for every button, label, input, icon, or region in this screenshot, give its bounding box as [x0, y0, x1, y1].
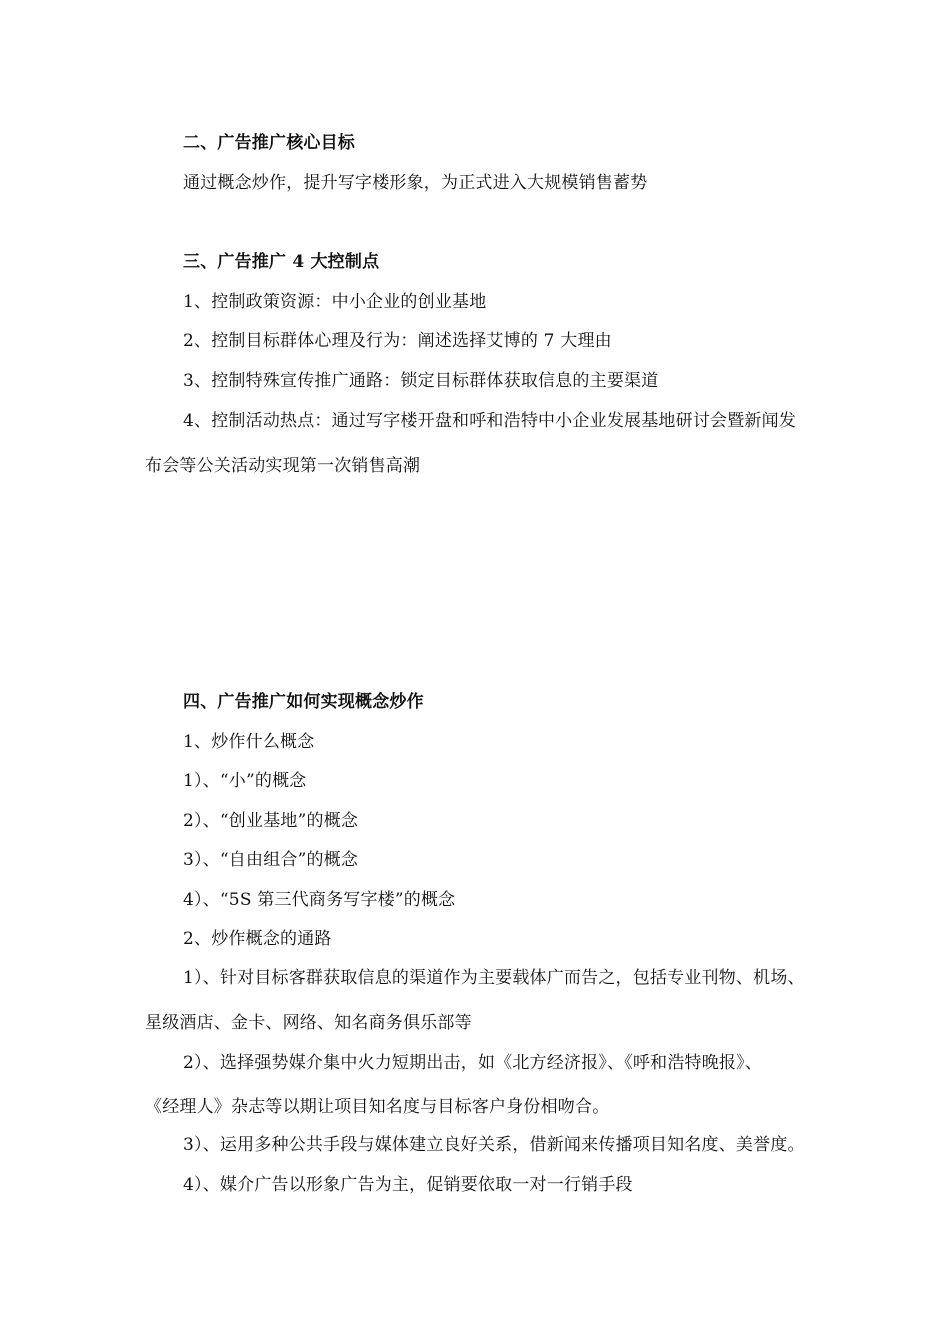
concept-item-3: 3）、“自由组合”的概念	[183, 850, 359, 870]
control-point-4-continued: 布会等公关活动实现第一次销售高潮	[145, 456, 421, 476]
concept-item-4: 4）、“5S 第三代商务写字楼”的概念	[183, 890, 456, 910]
channel-item-1-continued: 星级酒店、金卡、网络、知名商务俱乐部等	[145, 1013, 472, 1033]
control-point-3: 3、控制特殊宣传推广通路：锁定目标群体获取信息的主要渠道	[183, 371, 659, 391]
control-point-4: 4、控制活动热点：通过写字楼开盘和呼和浩特中小企业发展基地研讨会暨新闻发	[183, 411, 797, 431]
section-3-heading: 三、广告推广 4 大控制点	[183, 252, 380, 272]
channel-item-2-continued: 《经理人》杂志等以期让项目知名度与目标客户身份相吻合。	[145, 1097, 610, 1117]
control-point-1: 1、控制政策资源：中小企业的创业基地	[183, 292, 487, 312]
channel-item-2: 2）、选择强势媒介集中火力短期出击，如《北方经济报》、《呼和浩特晚报》、	[183, 1053, 763, 1073]
sub-heading-channels: 2、炒作概念的通路	[183, 929, 332, 949]
concept-item-2: 2）、“创业基地”的概念	[183, 811, 359, 831]
channel-item-4: 4）、媒介广告以形象广告为主，促销要依取一对一行销手段	[183, 1175, 633, 1195]
section-2-heading: 二、广告推广核心目标	[183, 133, 355, 153]
section-2-body: 通过概念炒作，提升写字楼形象，为正式进入大规模销售蓄势	[183, 173, 648, 193]
sub-heading-concepts: 1、炒作什么概念	[183, 732, 315, 752]
concept-item-1: 1）、“小”的概念	[183, 771, 307, 791]
control-point-2: 2、控制目标群体心理及行为：阐述选择艾博的 7 大理由	[183, 331, 612, 351]
channel-item-3: 3）、运用多种公共手段与媒体建立良好关系，借新闻来传播项目知名度、美誉度。	[183, 1135, 805, 1155]
channel-item-1: 1）、针对目标客群获取信息的渠道作为主要载体广而告之，包括专业刊物、机场、	[183, 968, 805, 988]
section-4-heading: 四、广告推广如何实现概念炒作	[183, 692, 424, 712]
